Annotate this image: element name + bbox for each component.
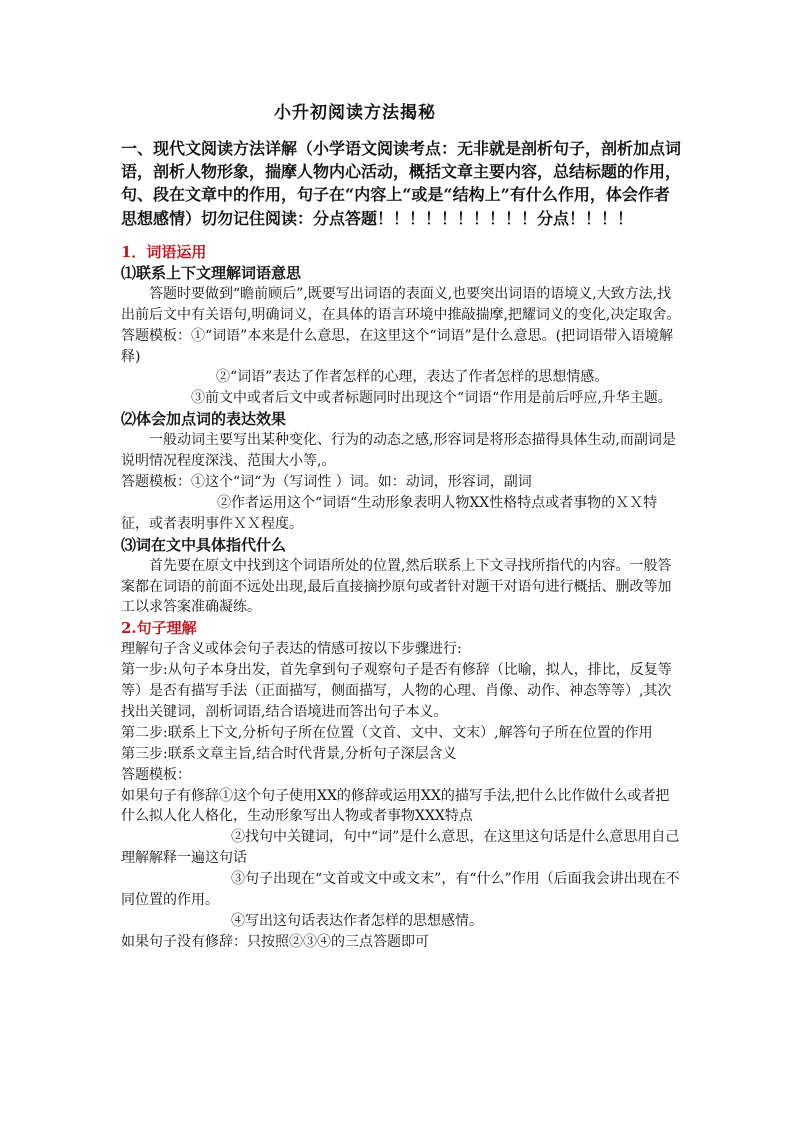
template-line: ②作者运用这个“词语“生动形象表明人物XX性格特点或者事物的ＸＸ特征，或者表明事件ＸＸ程度。 bbox=[121, 494, 658, 532]
template-heading: 答题模板： bbox=[121, 766, 191, 783]
paragraph: 一般动词主要写出某种变化、行为的动态之感,形容词是将形态描得具体生动,而副词是说明情况程度深浅、范围大小等,。 bbox=[121, 432, 676, 470]
paragraph: 答题时要做到“瞻前顾后”,既要写出词语的表面义,也要突出词语的语境义,大致方法,找出前后文中有关语句,明确词义，在具体的语言环境中推敲揣摩,把耀词义的变化,决定取舍。 bbox=[121, 285, 681, 323]
template-line: ③句子出现在“文首或文中或文末”，有“什么”作用（后面我会讲出现在不同位置的作用。 bbox=[121, 871, 680, 909]
step-one: 第一步:从句子本身出发，首先拿到句子观察句子是否有修辞（比喻，拟人，排比，反复等等）是否有描写手法（正面描写，侧面描写，人物的心理、肖像、动作、神态等等）,其次找出关键词，剖析词语,结合语境进而答出句子本义。 bbox=[121, 662, 672, 720]
section-heading-sentence-understanding: 2.句子理解 bbox=[121, 619, 197, 638]
template-line: ③前文中或者后文中或者标题同时出现这个“词语“作用是前后呼应,升华主题。 bbox=[191, 390, 672, 407]
template-line: 如果句子没有修辞：只按照②③④的三点答题即可 bbox=[121, 933, 429, 950]
step-three: 第三步:联系文章主旨,结合时代背景,分析句子深层含义 bbox=[121, 745, 457, 762]
template-line: ②“词语”表达了作者怎样的心理，表达了作者怎样的思想情感。 bbox=[216, 369, 609, 386]
subheading-context-meaning: ⑴联系上下文理解词语意思 bbox=[121, 263, 302, 282]
paragraph: 首先要在原文中找到这个词语所处的位置,然后联系上下文寻找所指代的内容。一般答案都在词语的前面不远处出现,最后直接摘抄原句或者针对题干对语句进行概括、删改等加工以求答案准确凝练。 bbox=[121, 557, 672, 616]
page-title: 小升初阅读方法揭秘 bbox=[274, 103, 436, 123]
section-heading-word-usage: 1．词语运用 bbox=[121, 243, 207, 261]
template-line: ②找句中关键词，句中“词”是什么意思，在这里这句话是什么意思用自己理解解释一遍这句话 bbox=[121, 829, 680, 867]
template-line: 答题模板：①“词语”本来是什么意思，在这里这个“词语”是什么意思。(把词语带入语境解释) bbox=[121, 327, 674, 365]
subheading-word-reference: ⑶词在文中具体指代什么 bbox=[121, 535, 287, 554]
intro-paragraph: 一、现代文阅读方法详解（小学语文阅读考点：无非就是剖析句子，剖析加点词语，剖析人物形象，揣摩人物内心活动，概括文章主要内容，总结标题的作用，句、段在文章中的作用，句子在“内容上“或是“结构上”有什么作用，体会作者思想感情）切勿记住阅读：分点答题！！！！！！！！！！分点！！！！ bbox=[121, 139, 682, 228]
template-line: 答题模板：①这个“词“为（写词性 ）词。如：动词，形容词，副词 bbox=[121, 473, 532, 490]
subheading-dotted-word-effect: ⑵体会加点词的表达效果 bbox=[121, 410, 287, 429]
step-two: 第二步:联系上下文,分析句子所在位置（文首、文中、文末）,解答句子所在位置的作用 bbox=[121, 724, 653, 741]
template-line: ④写出这句话表达作者怎样的思想感情。 bbox=[231, 913, 483, 929]
paragraph: 理解句子含义或体会句子表达的情感可按以下步骤进行: bbox=[121, 641, 462, 658]
template-line: 如果句子有修辞①这个句子使用XX的修辞或运用XX的描写手法,把什么比作做什么或者把什么拟人化人格化，生动形象写出人物或者事物XXX特点 bbox=[121, 787, 670, 825]
document-body bbox=[121, 242, 681, 953]
